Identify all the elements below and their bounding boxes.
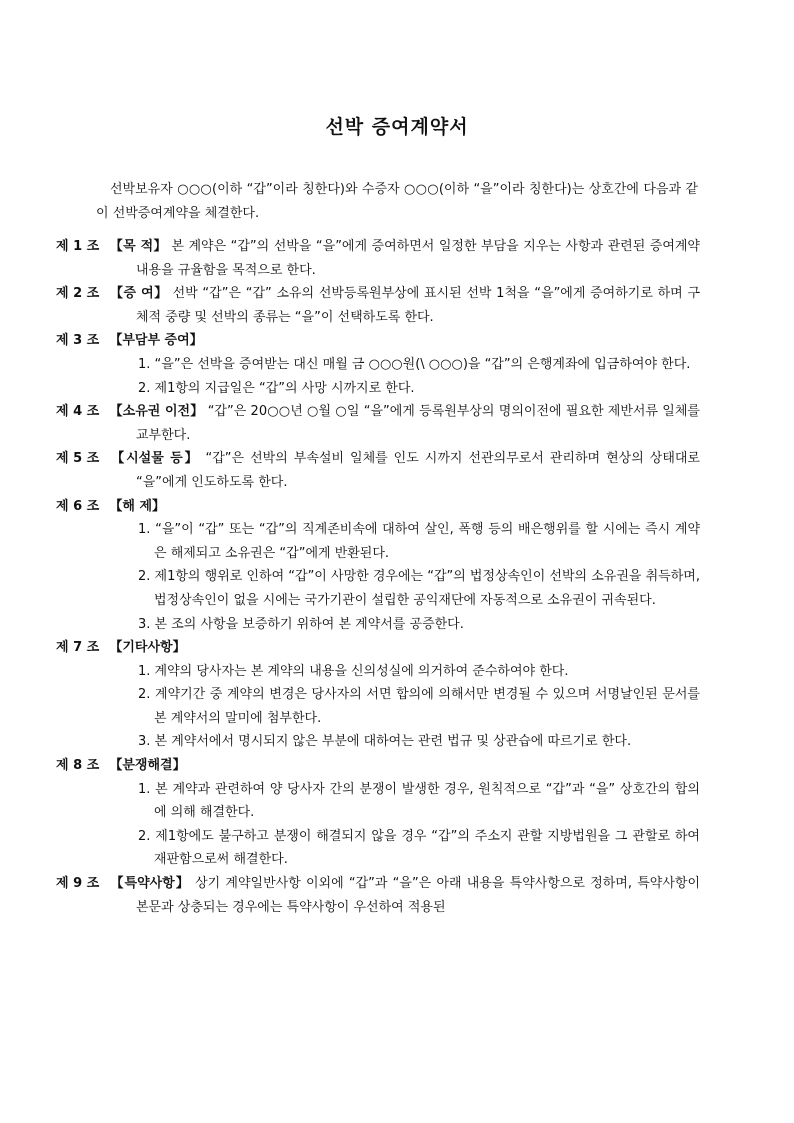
article-2: [56, 282, 701, 329]
document-title: 선박 증여계약서: [325, 116, 469, 138]
articles-section: [56, 235, 701, 919]
article-6-item-3: 3. 본 조의 사항을 보증하기 위하여 본 계약서를 공증한다.: [138, 616, 464, 632]
article-4-text: “갑”은 20○○년 ○월 ○일 “을”에게 등록원부상의 명의이전에 필요한 제반서류 일체를 교부한다.: [136, 404, 700, 443]
article-8-item-2: 2. 제1항에도 불구하고 분쟁이 해결되지 않을 경우 “갑”의 주소지 관할 지방법원을 그 관할로 하여 재판함으로써 해결한다.: [138, 828, 700, 868]
article-7-item-2: 2. 계약기간 중 계약의 변경은 당사자의 서면 합의에 의해서만 변경될 수 있으며 서명날인된 문서를 본 계약서의 말미에 첨부한다.: [138, 687, 700, 726]
article-8: [56, 754, 700, 778]
article-8-item-1: 1. 본 계약과 관련하여 양 당사자 간의 분쟁이 발생한 경우, 원칙적으로 “갑”과 “을” 상호간의 합의에 의해 해결한다.: [138, 781, 700, 821]
article-6: [56, 495, 700, 519]
article-9-heading: 【특약사항】: [110, 876, 190, 892]
article-1-heading: 【목 적】: [109, 239, 167, 254]
article-1-number: 제 1 조: [56, 239, 100, 254]
article-6-number: 제 6 조: [56, 498, 100, 514]
article-4-heading: 【소유권 이전】: [109, 404, 204, 420]
article-7-item-1: 1. 계약의 당사자는 본 계약의 내용을 신의성실에 의거하여 준수하여야 한다.: [138, 663, 569, 679]
article-7-number: 제 7 조: [56, 640, 100, 656]
article-6-item-2: 2. 제1항의 행위로 인하여 “갑”이 사망한 경우에는 “갑”의 법정상속인이 선박의 소유권을 취득하며, 법정상속인이 없을 시에는 국가기관이 설립한 공익재단에 자동적으로 소유권이 귀속된다.: [138, 569, 700, 608]
article-5: [56, 447, 700, 494]
article-2-heading: 【증 여】: [109, 286, 168, 302]
article-8-heading: 【분쟁해결】: [109, 758, 186, 774]
article-6-item-1: 1. “을”이 “갑” 또는 “갑”의 직계존비속에 대하여 살인, 폭행 등의 배은행위를 할 시에는 즉시 계약은 해제되고 소유권은 “갑”에게 반환된다.: [138, 522, 700, 561]
article-4: [56, 400, 700, 447]
article-7-heading: 【기타사항】: [109, 640, 186, 656]
article-6-heading: 【해 제】: [109, 498, 166, 514]
article-7-item-3: 3. 본 계약서에서 명시되지 않은 부분에 대하여는 관련 법규 및 상관습에 따르기로 한다.: [138, 734, 632, 750]
article-4-number: 제 4 조: [56, 404, 100, 420]
article-1: [56, 235, 700, 282]
article-9-text: 상기 계약일반사항 이외에 “갑”과 “을”은 아래 내용을 특약사항으로 정하며, 특약사항이 본문과 상충되는 경우에는 특약사항이 우선하여 적용된: [136, 876, 700, 915]
article-5-text: “갑”은 선박의 부속설비 일체를 인도 시까지 선관의무로서 관리하며 현상의 상태대로 “을”에게 인도하도록 한다.: [136, 451, 700, 490]
article-3-heading: 【부담부 증여】: [109, 333, 203, 349]
article-3-item-1: 1. “을”은 선박을 증여받는 대신 매월 금 ○○○원(\ ○○○)을 “갑”의 은행계좌에 입금하여야 한다.: [138, 356, 691, 372]
article-8-number: 제 8 조: [56, 758, 100, 774]
article-5-heading: 【시설물 등】: [111, 451, 200, 467]
article-9: [56, 872, 700, 919]
intro-paragraph: 선박보유자 ○○○(이하 “갑”이라 칭한다)와 수증자 ○○○(이하 “을”이라 칭한다)는 상호간에 다음과 같이 선박증여계약을 체결한다.: [96, 182, 698, 221]
article-3: [56, 329, 700, 353]
article-7: [56, 636, 700, 660]
article-2-text: 선박 “갑”은 “갑” 소유의 선박등록원부상에 표시된 선박 1척을 “을”에게 증여하기로 하며 구체적 중량 및 선박의 종류는 “을”이 선택하도록 한다.: [136, 286, 701, 325]
article-3-item-2: 2. 제1항의 지급일은 “갑”의 사망 시까지로 한다.: [138, 380, 415, 396]
article-5-number: 제 5 조: [56, 451, 100, 467]
article-1-text: 본 계약은 “갑”의 선박을 “을”에게 증여하면서 일정한 부담을 지우는 사항과 관련된 증여계약 내용을 규율함을 목적으로 한다.: [136, 239, 700, 278]
article-9-number: 제 9 조: [56, 876, 100, 892]
article-3-number: 제 3 조: [56, 333, 100, 349]
article-2-number: 제 2 조: [56, 286, 100, 302]
